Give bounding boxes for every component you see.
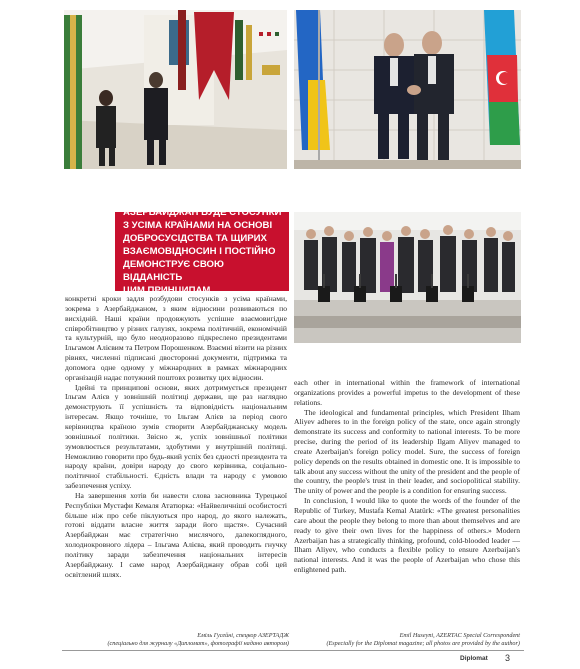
paragraph: Ідейні та принципові основи, яких дотримується президент Ільгам Алієв у зовнішній політиці держави, ще раз наглядно демонструють її успішність та відповідність національним інтересам. Якщо точніше, то Ільгам Алієв за період свого керівництва країною зумів створити Азербайджанську модель зовнішньої політики. Звісно ж, успіх зовнішньої політики зумовлюється результатами, здобутими у внутрішній політиці. Неможливо говорити про будь-який успіх без єдності президента та народу країни, довіри народу до свого керівника, соціально-політичної стабільності. Єдність влади та народу є умовою забезпечення успіху.: [65, 382, 287, 491]
pull-quote-line: ДОБРОСУСІДСТВА ТА ЩИРИХ: [123, 233, 267, 244]
photo-museum-hall: [64, 10, 287, 169]
pull-quote-line: ЦИМ ПРИНЦИПАМ: [123, 285, 211, 296]
photo-presidents-handshake: [294, 10, 521, 169]
pull-quote-text: [115, 207, 289, 296]
credit-note: (Especially for the Diplomat magazine; all photos are provided by the author): [326, 639, 520, 647]
pull-quote-line: З УСІМА КРАЇНАМИ НА ОСНОВІ: [123, 220, 273, 231]
pull-quote-line: ВЗАЄМОВІДНОСИН І ПОСТІЙНО: [123, 246, 276, 257]
paragraph: конкретні кроки задля розбудови стосунків з усіма країнами, зокрема з Азербайджаном, з яким відносини розвиваються по висхідній. Наші країни продовжують успішне взаємовигідне співробітництво у різних галузях, зокрема політичній, економічній та культурній, що було неодноразово підкреслено президентами Ільгамом Алієвим та Петром Порошенком. Взаємні візити на різних рівнях, численні підписані двосторонні документи, підтримка та допомога одне одному у міжнародних в рамках міжнародних організацій надає потужний поштовх розвитку цих відносин.: [65, 294, 287, 382]
credit-author: Emil Huseyni, AZERTAC Special Correspondent: [399, 632, 520, 639]
article-column-ukrainian: [65, 294, 287, 579]
paragraph: each other in international within the framework of international organizations provides a powerful impetus to the development of these relations.: [294, 378, 520, 407]
credit-author: Еміль Гусейні, спецкор АЗЕРТАДЖ: [197, 632, 289, 639]
paragraph: The ideological and fundamental principles, which President Ilham Aliyev adheres to in the foreign policy of the state, once again strongly demonstrate its success and conformity to national interests. To be more precise, during the period of its leadership Ilgam Aliyev managed to create Azerbaijan's foreign policy model. Sure, the success of foreign policy depends on the results obtained in domestic one. It is impossible to talk about any success without the unity of the president and the people of the country, the people's trust in their leader, and sociopolitical stability. The unity of power and the people is a condition for ensuring success.: [294, 407, 520, 496]
paragraph: In conclusion, I would like to quote the words of the founder of the Republic of Turkey, Mustafa Kemal Atatürk: «The greatest personalities care about the people they belong to more than about themselves and are ready to give their own lives for the happiness of others.» Modern Azerbaijan has a strategically thinking, profound, cold-blooded leader — Ilham Aliyev, who conducts a flexible policy to ensure Azerbaijan's national interests. And it was the people of Azerbaijan who chose this enlightened path.: [294, 496, 520, 575]
pull-quote: [65, 207, 289, 296]
pull-quote-line: АЗЕРБАЙДЖАН БУДЕ СТОСУНКИ: [123, 207, 282, 218]
page-number: 3: [505, 653, 511, 663]
credit-note: (спеціально для журналу «Дипломат», фотографії надано автором): [107, 639, 289, 647]
publication-name: Diplomat: [460, 655, 488, 662]
pull-quote-line: ДЕМОНСТРУЄ СВОЮ ВІДДАНІСТЬ: [123, 259, 224, 283]
footer-divider: [62, 650, 524, 651]
photo-official-ceremony: [294, 212, 521, 343]
paragraph: На завершення хотів би навести слова засновника Турецької Республіки Мустафи Кемаля Ататюрка: «Найвеличніші особистості більше ніж про себе піклуються про народ, до якого належать, готові віддати власне життя заради його щастя». Сучасний Азербайджан має стратегічно мислячого, далекоглядного, холоднокровного лідера – Ільгама Алієва, який проводить гнучку політику заради забезпечення національних інтересів Азербайджану. І саме народ Азербайджану обрав собі цей освітлений шлях.: [65, 490, 287, 579]
article-column-english: [294, 378, 520, 575]
author-credit-english: [294, 632, 520, 648]
author-credit-ukrainian: [65, 632, 289, 648]
